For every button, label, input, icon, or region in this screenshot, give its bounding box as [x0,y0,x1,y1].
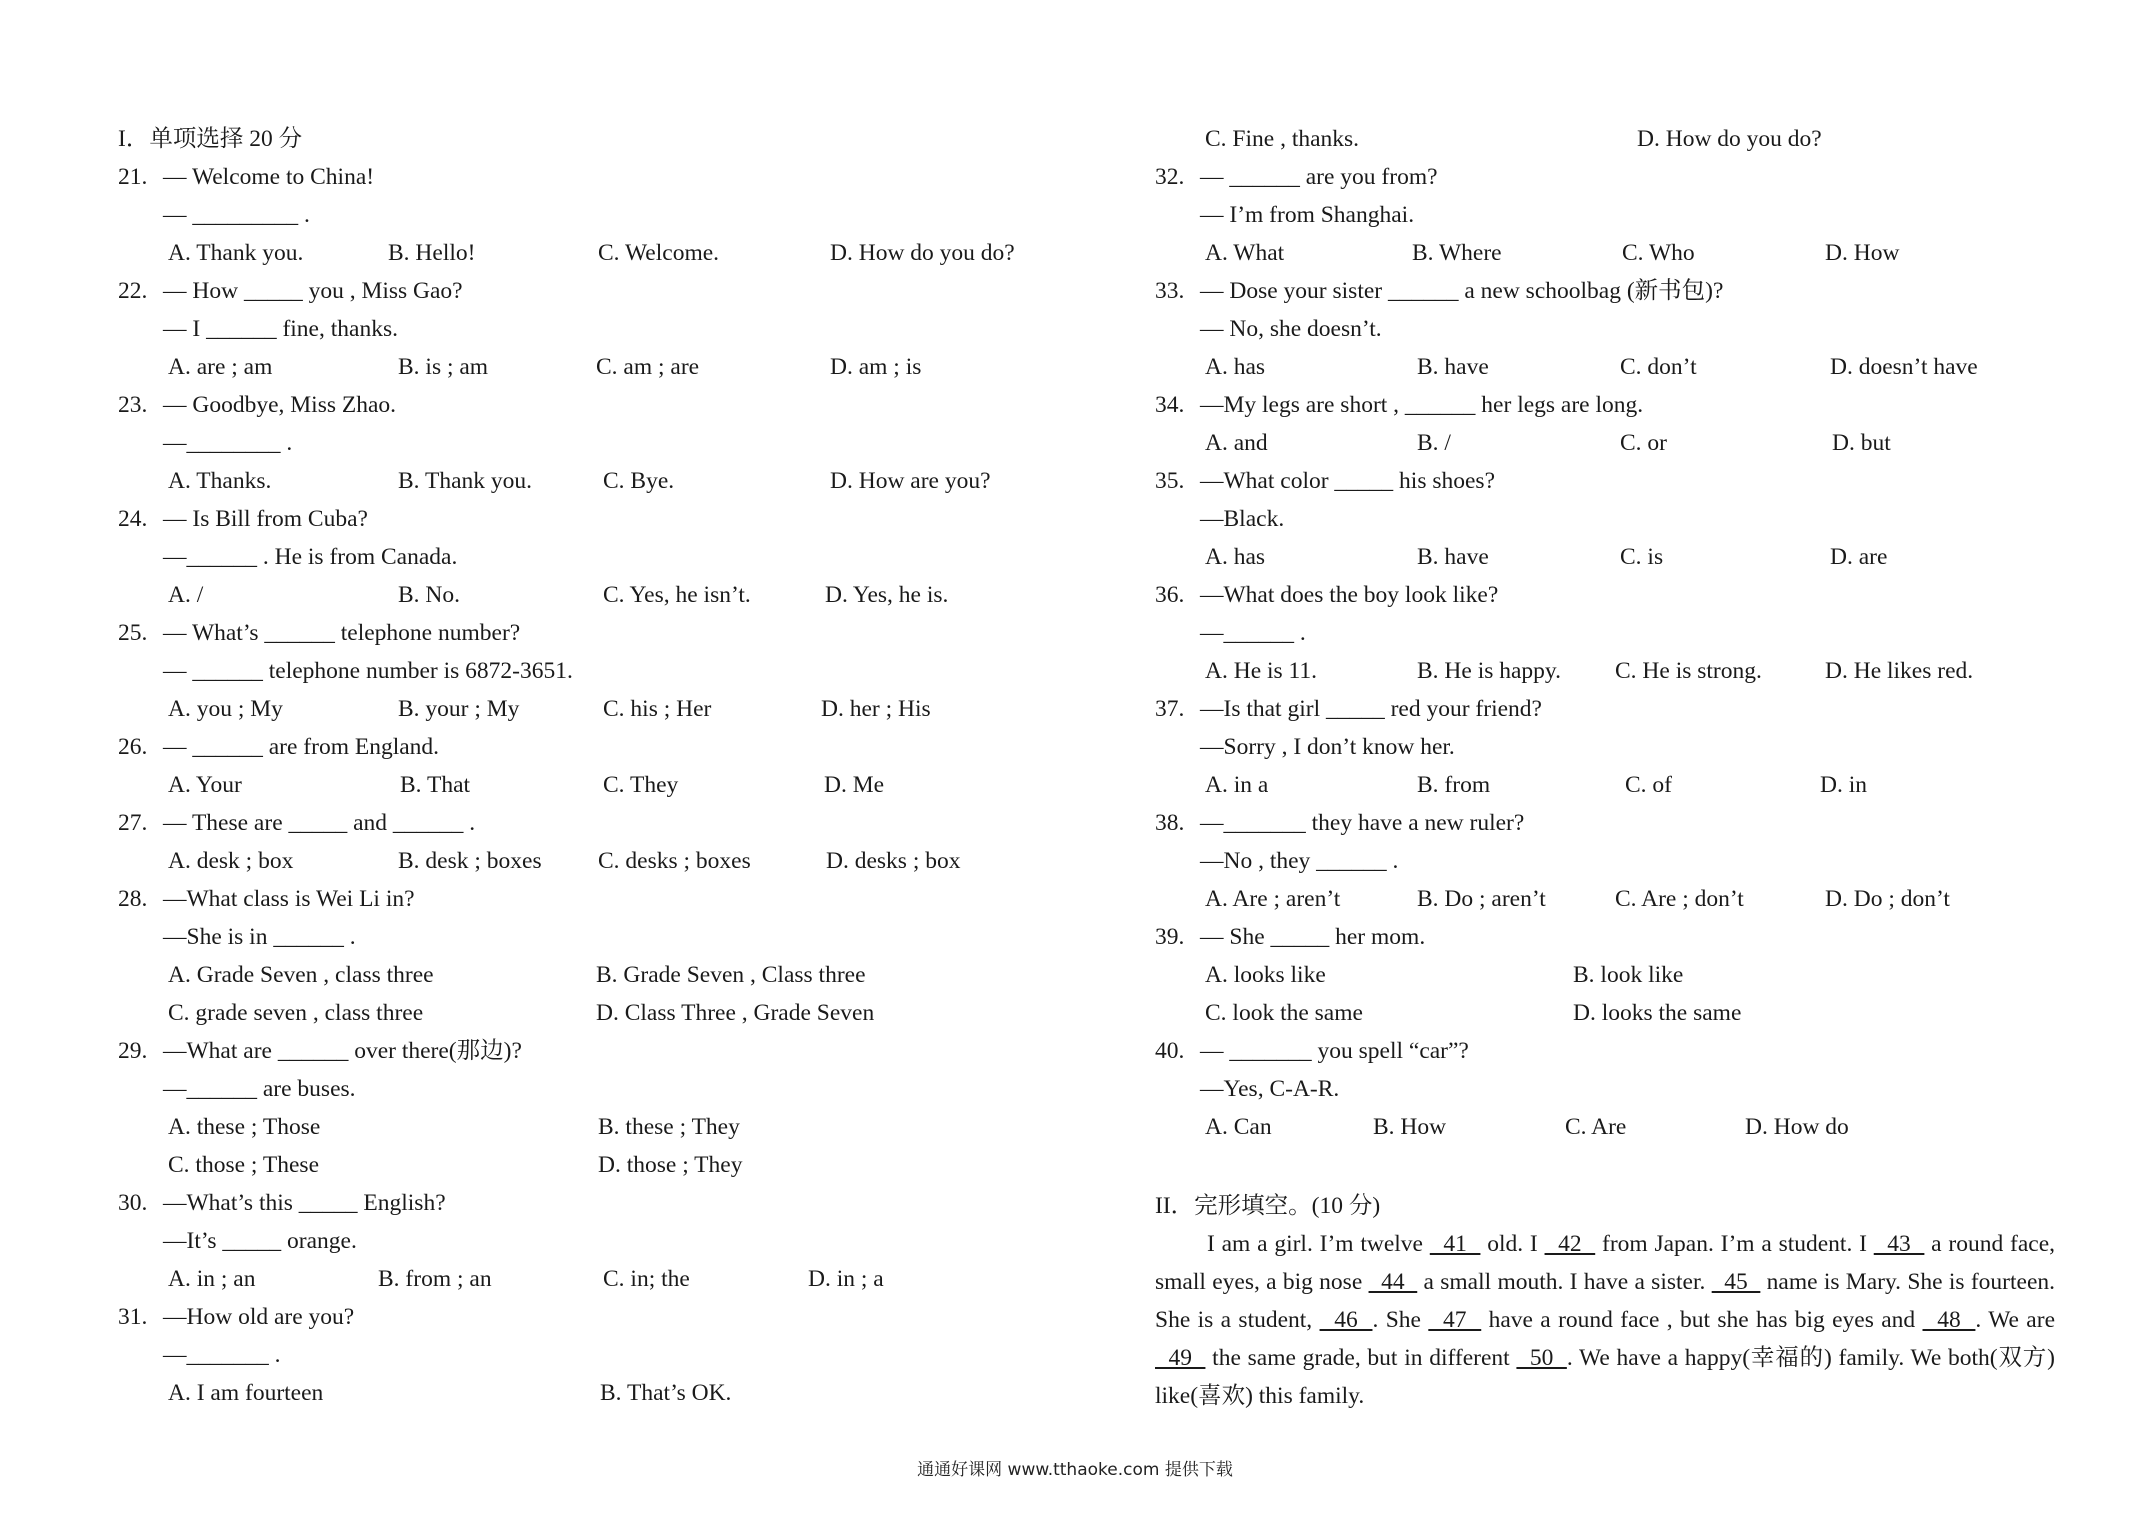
question-response: —Sorry , I don’t know her. [1200,734,1455,760]
passage-text: I am a girl. I’m twelve [1207,1231,1430,1257]
option-C: C. Who [1622,240,1695,266]
question-number: 29. [118,1038,148,1064]
option-A: A. looks like [1205,962,1326,988]
question-number: 33. [1155,278,1185,304]
cloze-blank: 46 [1319,1307,1373,1333]
question-number: 22. [118,278,148,304]
option-D: D. How do you do? [1637,126,1822,152]
option-A: A. Thanks. [168,468,272,494]
question-stem: —What does the boy look like? [1200,582,1499,608]
option-D: D. those ; They [598,1152,743,1178]
option-C: C. in; the [603,1266,690,1292]
option-B: B. from ; an [378,1266,492,1292]
question-stem: — What’s ______ telephone number? [163,620,521,646]
question-response: — _________ . [163,202,310,228]
option-A: A. He is 11. [1205,658,1318,684]
option-B: B. Grade Seven , Class three [596,962,866,988]
option-B: B. That [400,772,471,798]
option-D: D. are [1830,544,1888,570]
option-C: C. his ; Her [603,696,712,722]
question-number: 34. [1155,392,1185,418]
question-number: 37. [1155,696,1185,722]
question-response: — No, she doesn’t. [1200,316,1382,342]
option-C: C. desks ; boxes [598,848,751,874]
option-D: D. looks the same [1573,1000,1742,1026]
option-A: A. these ; Those [168,1114,321,1140]
section-heading: I．单项选择 20 分 [118,126,303,152]
question-stem: — Dose your sister ______ a new schoolbag (新书包)? [1200,278,1724,304]
option-C: C. those ; These [168,1152,319,1178]
option-B: B. / [1417,430,1451,456]
cloze-blank: 43 [1873,1231,1925,1257]
option-A: A. Are ; aren’t [1205,886,1341,912]
question-stem: — She _____ her mom. [1200,924,1426,950]
cloze-blank: 44 [1368,1269,1418,1295]
passage-text: have a round face , but she has big eyes and [1481,1307,1923,1333]
option-B: B. That’s OK. [600,1380,732,1406]
question-response: —Yes, C-A-R. [1200,1076,1340,1102]
question-stem: —_______ they have a new ruler? [1200,810,1525,836]
option-A: A. Can [1205,1114,1272,1140]
cloze-blank: 50 [1516,1345,1567,1371]
option-C: C. He is strong. [1615,658,1762,684]
cloze-blank: 49 [1155,1345,1206,1371]
passage-text: a round face, small eyes, a big nose [1155,1231,2056,1295]
option-D: D. Class Three , Grade Seven [596,1000,875,1026]
option-A: A. I am fourteen [168,1380,324,1406]
question-number: 36. [1155,582,1185,608]
cloze-blank: 45 [1711,1269,1761,1295]
question-number: 40. [1155,1038,1185,1064]
question-number: 27. [118,810,148,836]
passage-text: name is Mary. She is fourteen. She is a student, [1155,1269,2056,1333]
option-B: B. Hello! [388,240,476,266]
option-A: A. you ; My [168,696,283,722]
question-stem: — These are _____ and ______ . [163,810,476,836]
question-response: —_______ . [163,1342,281,1368]
option-C: C. Bye. [603,468,675,494]
cloze-passage [1155,1225,2055,1415]
option-C: C. am ; are [596,354,700,380]
question-number: 26. [118,734,148,760]
option-D: D. but [1832,430,1891,456]
question-response: —No , they ______ . [1200,848,1399,874]
question-stem: —How old are you? [163,1304,355,1330]
option-A: A. What [1205,240,1285,266]
option-C: C. of [1625,772,1672,798]
option-A: A. desk ; box [168,848,294,874]
question-stem: —Is that girl _____ red your friend? [1200,696,1542,722]
question-number: 23. [118,392,148,418]
question-number: 25. [118,620,148,646]
question-number: 30. [118,1190,148,1216]
option-B: B. look like [1573,962,1684,988]
question-number: 38. [1155,810,1185,836]
option-B: B. is ; am [398,354,489,380]
option-C: C. They [603,772,679,798]
option-A: A. / [168,582,204,608]
option-C: C. grade seven , class three [168,1000,424,1026]
option-D: D. in ; a [808,1266,884,1292]
option-D: D. am ; is [830,354,922,380]
option-A: A. and [1205,430,1268,456]
option-B: B. these ; They [598,1114,740,1140]
cloze-blank: 48 [1922,1307,1976,1333]
option-B: B. desk ; boxes [398,848,542,874]
option-B: B. your ; My [398,696,520,722]
question-number: 39. [1155,924,1185,950]
option-A: A. are ; am [168,354,273,380]
option-C: C. Welcome. [598,240,720,266]
question-stem: —What’s this _____ English? [163,1190,446,1216]
question-response: —________ . [163,430,293,456]
passage-text: a small mouth. I have a sister. [1417,1269,1712,1295]
option-C: C. look the same [1205,1000,1363,1026]
option-C: C. Are ; don’t [1615,886,1744,912]
question-stem: — _______ you spell “car”? [1200,1038,1469,1064]
option-D: D. doesn’t have [1830,354,1978,380]
option-C: C. is [1620,544,1664,570]
option-D: D. He likes red. [1825,658,1974,684]
question-response: —______ . [1200,620,1306,646]
option-D: D. her ; His [821,696,931,722]
question-number: 21. [118,164,148,190]
question-stem: — ______ are you from? [1200,164,1438,190]
option-B: B. have [1417,354,1489,380]
question-stem: —What class is Wei Li in? [163,886,415,912]
passage-text: . We are [1975,1307,2055,1333]
option-A: A. has [1205,544,1266,570]
question-number: 28. [118,886,148,912]
question-stem: —What are ______ over there(那边)? [163,1038,522,1064]
page-footer: 通通好课网 www.tthaoke.com 提供下载 [917,1460,1233,1480]
option-D: D. desks ; box [826,848,961,874]
option-B: B. No. [398,582,461,608]
option-D: D. How do you do? [830,240,1015,266]
question-response: — I ______ fine, thanks. [163,316,398,342]
question-stem: — Goodbye, Miss Zhao. [163,392,397,418]
option-A: A. Your [168,772,242,798]
option-B: B. How [1373,1114,1447,1140]
question-stem: —My legs are short , ______ her legs are long. [1200,392,1644,418]
question-response: — I’m from Shanghai. [1200,202,1415,228]
passage-text: old. I [1480,1231,1545,1257]
option-A: A. in ; an [168,1266,256,1292]
option-D: D. Yes, he is. [825,582,949,608]
option-B: B. from [1417,772,1491,798]
question-number: 35. [1155,468,1185,494]
question-response: —Black. [1200,506,1285,532]
option-D: D. How are you? [830,468,991,494]
passage-text: . She [1372,1307,1429,1333]
cloze-blank: 41 [1429,1231,1481,1257]
option-A: A. has [1205,354,1266,380]
question-number: 24. [118,506,148,532]
question-stem: — Welcome to China! [163,164,375,190]
option-C: C. Yes, he isn’t. [603,582,751,608]
passage-text: the same grade, but in different [1205,1345,1517,1371]
option-D: D. Do ; don’t [1825,886,1950,912]
option-A: A. in a [1205,772,1269,798]
question-response: —______ are buses. [163,1076,356,1102]
option-B: B. He is happy. [1417,658,1562,684]
option-D: D. How do [1745,1114,1849,1140]
question-response: —She is in ______ . [163,924,356,950]
option-C: C. don’t [1620,354,1697,380]
option-A: A. Grade Seven , class three [168,962,434,988]
option-C: C. Fine , thanks. [1205,126,1360,152]
section-heading: II．完形填空。(10 分) [1155,1193,1381,1219]
question-stem: — Is Bill from Cuba? [163,506,368,532]
option-D: D. How [1825,240,1900,266]
option-D: D. in [1820,772,1867,798]
option-C: C. Are [1565,1114,1627,1140]
option-C: C. or [1620,430,1667,456]
option-B: B. Thank you. [398,468,533,494]
question-number: 32. [1155,164,1185,190]
option-B: B. have [1417,544,1489,570]
passage-text: . We have a happy(幸福的) family. We both(双方) like(喜欢) this family. [1155,1345,2055,1409]
question-response: —It’s _____ orange. [163,1228,357,1254]
question-number: 31. [118,1304,148,1330]
question-stem: — How _____ you , Miss Gao? [163,278,463,304]
cloze-blank: 47 [1428,1307,1482,1333]
cloze-blank: 42 [1544,1231,1596,1257]
question-response: —______ . He is from Canada. [163,544,458,570]
option-B: B. Do ; aren’t [1417,886,1546,912]
question-stem: — ______ are from England. [163,734,440,760]
question-response: — ______ telephone number is 6872-3651. [163,658,573,684]
option-A: A. Thank you. [168,240,304,266]
option-D: D. Me [824,772,885,798]
question-stem: —What color _____ his shoes? [1200,468,1496,494]
option-B: B. Where [1412,240,1502,266]
passage-text: from Japan. I’m a student. I [1595,1231,1874,1257]
